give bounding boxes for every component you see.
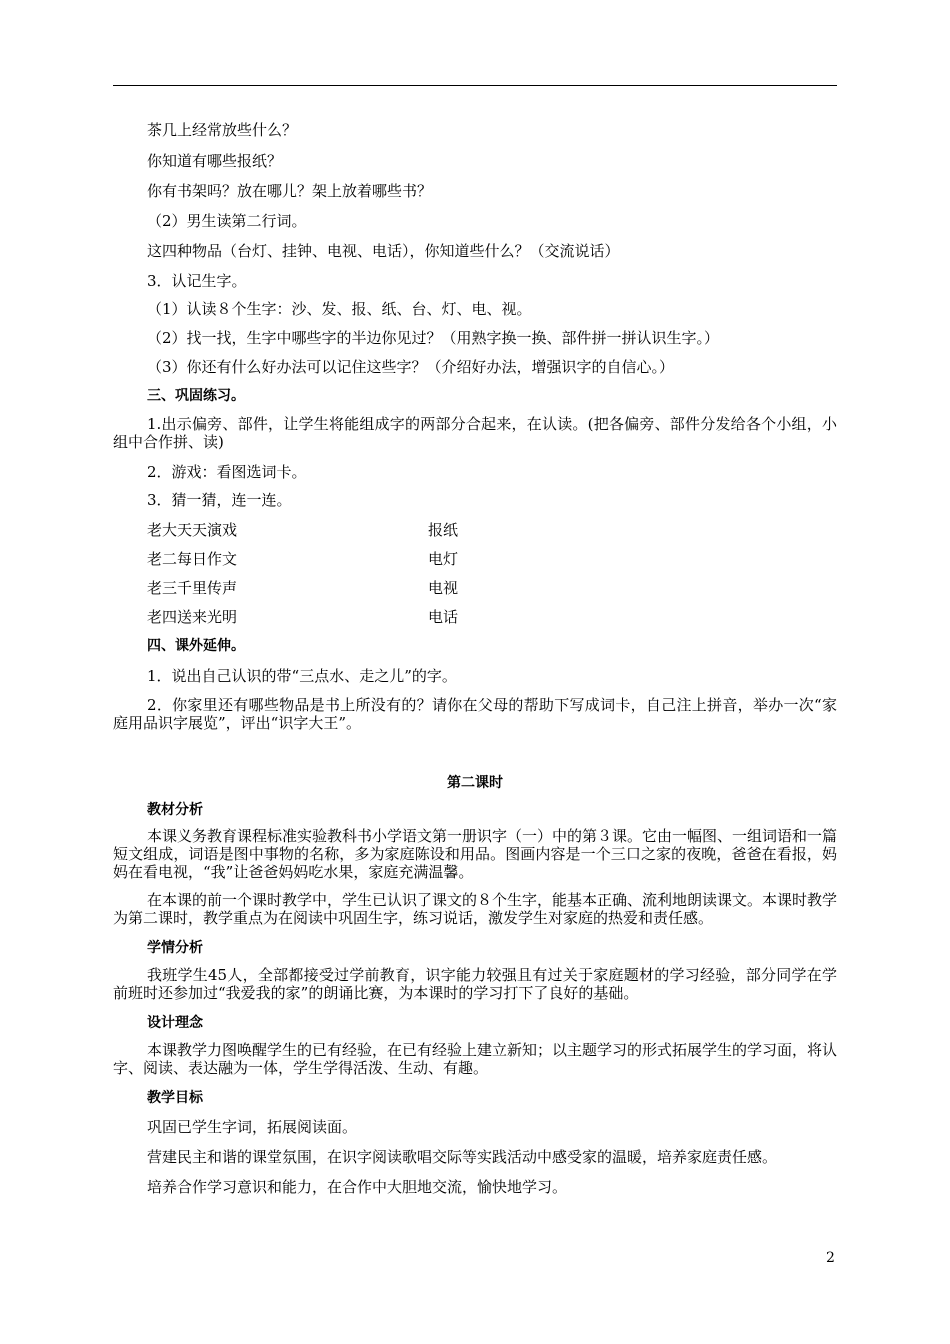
riddle-answer: 报纸: [428, 521, 459, 539]
header-rule: [113, 85, 837, 86]
text-line: （2）找一找，生字中哪些字的半边你见过？（用熟字换一换、部件拼一拼认识生字。）: [147, 329, 720, 347]
text-line: （3）你还有什么好办法可以记住这些字？（介绍好办法，增强识字的自信心。）: [147, 358, 675, 376]
riddle-clue: 老二每日作文: [147, 550, 238, 568]
paragraph: 本课教学力图唤醒学生的已有经验，在已有经验上建立新知；以主题学习的形式拓展学生的学习面，将认字、阅读、表达融为一体，学生学得活泼、生动、有趣。: [113, 1041, 838, 1077]
riddle-clue: 老大天天演戏: [147, 521, 238, 539]
text-line: 培养合作学习意识和能力，在合作中大胆地交流，愉快地学习。: [147, 1178, 568, 1196]
riddle-row: [147, 521, 459, 539]
section-heading: 学情分析: [147, 940, 203, 956]
paragraph: 1.出示偏旁、部件，让学生将能组成字的两部分合起来，在认读。(把各偏旁、部件分发给各个小组，小组中合作拼、读): [113, 415, 837, 451]
paragraph: 2．你家里还有哪些物品是书上所没有的？请你在父母的帮助下写成词卡，自己注上拼音，举办一次“家庭用品识字展览”，评出“识字大王”。: [113, 696, 837, 732]
riddle-clue: 老三千里传声: [147, 579, 238, 597]
section-heading: 教学目标: [147, 1090, 203, 1106]
section-heading: 四、课外延伸。: [147, 638, 245, 654]
riddle-row: [147, 550, 459, 568]
text-line: 这四种物品（台灯、挂钟、电视、电话），你知道些什么？（交流说话）: [147, 242, 620, 260]
paragraph: 在本课的前一个课时教学中，学生已认识了课文的８个生字，能基本正确、流利地朗读课文。本课时教学为第二课时，教学重点为在阅读中巩固生字，练习说话，激发学生对家庭的热爱和责任感。: [113, 891, 838, 927]
text-line: 3．猜一猜，连一连。: [147, 491, 292, 509]
riddle-answer: 电视: [428, 579, 459, 597]
text-line: 巩固已学生字词，拓展阅读面。: [147, 1118, 358, 1136]
text-line: 1．说出自己认识的带“三点水、走之儿”的字。: [147, 667, 457, 685]
text-line: 营建民主和谐的课堂氛围，在识字阅读歌唱交际等实践活动中感受家的温暖，培养家庭责任感。: [147, 1148, 778, 1166]
paragraph: 本课义务教育课程标准实验教科书小学语文第一册识字（一）中的第３课。它由一幅图、一组词语和一篇短文组成，词语是图中事物的名称，多为家庭陈设和用品。图画内容是一个三口之家的夜晚，爸爸在看报，妈妈在看电视，“我”让爸爸妈妈吃水果，家庭充满温馨。: [113, 827, 838, 881]
text-line: 3．认记生字。: [147, 272, 247, 290]
text-line: 茶几上经常放些什么？: [147, 121, 298, 139]
section-heading: 教材分析: [147, 802, 203, 818]
riddle-answer: 电灯: [428, 550, 459, 568]
riddle-clue: 老四送来光明: [147, 608, 238, 626]
riddle-answer: 电话: [428, 608, 459, 626]
section-heading: 设计理念: [147, 1015, 203, 1031]
text-line: （1）认读８个生字：沙、发、报、纸、台、灯、电、视。: [147, 300, 532, 318]
text-line: 你知道有哪些报纸？: [147, 152, 283, 170]
text-line: 你有书架吗？放在哪儿？架上放着哪些书？: [147, 182, 433, 200]
riddle-row: [147, 579, 459, 597]
paragraph: 我班学生45人，全部都接受过学前教育，识字能力较强且有过关于家庭题材的学习经验，部分同学在学前班时还参加过“我爱我的家”的朗诵比赛，为本课时的学习打下了良好的基础。: [113, 966, 837, 1002]
text-line: 2．游戏：看图选词卡。: [147, 463, 307, 481]
riddle-row: [147, 608, 459, 626]
page-number: 2: [826, 1250, 835, 1266]
text-line: （2）男生读第二行词。: [147, 212, 307, 230]
section-heading: 三、巩固练习。: [147, 388, 245, 404]
lesson-title: 第二课时: [447, 775, 503, 791]
